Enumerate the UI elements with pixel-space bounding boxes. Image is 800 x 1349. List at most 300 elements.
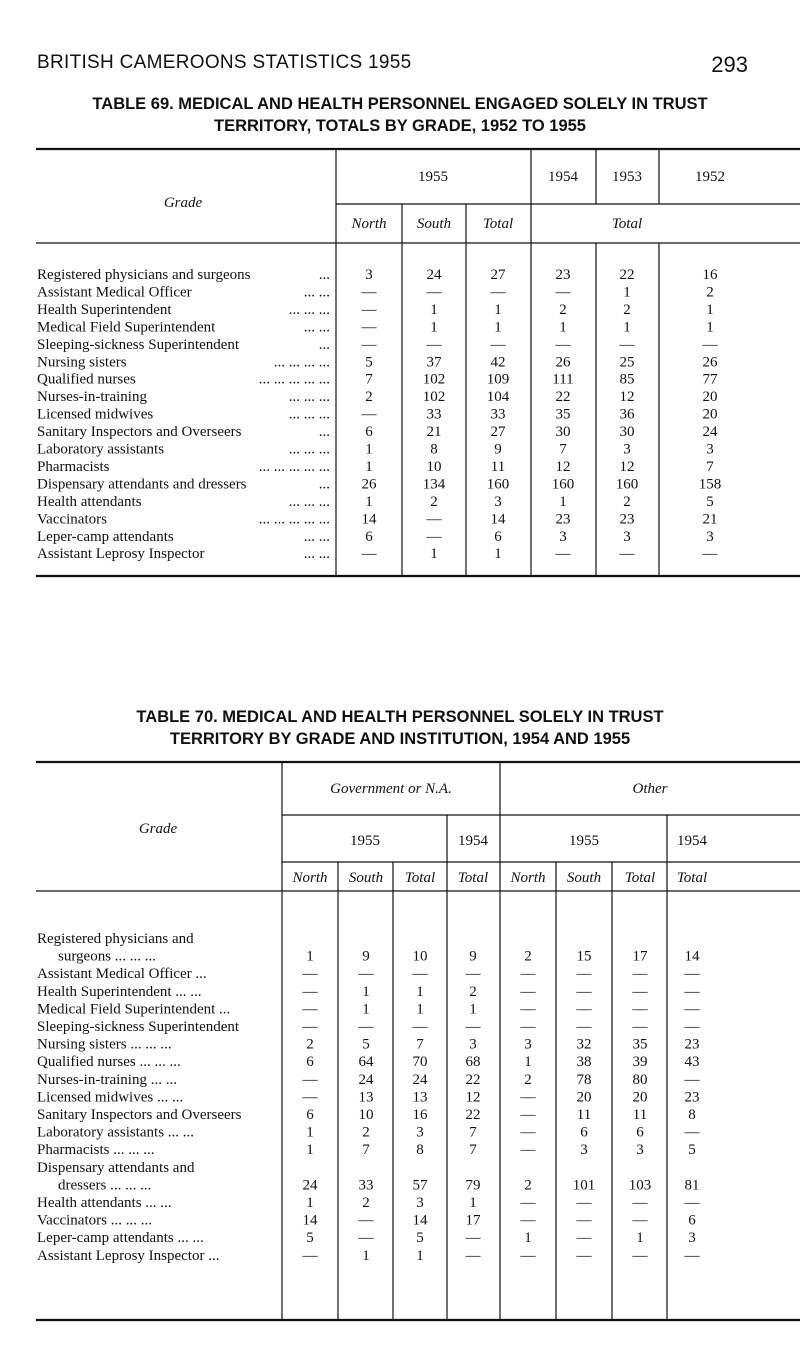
table69-cell: 1 (494, 319, 502, 336)
table69-cell: 10 (426, 458, 442, 475)
table69-cell: — (426, 511, 442, 528)
table69-row-grade: Assistant Leprosy Inspector (37, 546, 205, 563)
table70-cell: 1 (416, 1247, 424, 1264)
table70-cell: 22 (465, 1071, 481, 1088)
table69-cell: 102 (422, 389, 446, 406)
table70-cell: 7 (469, 1124, 477, 1141)
table69-cell: 20 (702, 406, 718, 423)
table70-row (37, 1019, 701, 1035)
table70-cell: — (358, 1212, 374, 1229)
table69-cell: 1 (430, 546, 438, 563)
table69-row-dots: ... ... ... (288, 406, 330, 423)
table70-cell: 6 (306, 1054, 314, 1071)
table70-cell: 5 (306, 1230, 314, 1247)
table69-cell: — (490, 336, 506, 353)
table69-cell: 22 (555, 389, 571, 406)
table70-cell: 3 (580, 1142, 588, 1159)
table70-cell: 3 (469, 1036, 477, 1053)
table69-cell: 3 (494, 493, 502, 510)
table70-row-grade: Nursing sisters ... ... ... (37, 1036, 172, 1053)
table70-cell: — (576, 1230, 592, 1247)
table69-row-dots: ... ... ... ... ... (258, 458, 330, 475)
table70-cell: — (684, 1001, 700, 1018)
table69-cell: — (361, 301, 377, 318)
table69-cell: 9 (494, 441, 502, 458)
table70-cell: — (684, 1071, 700, 1088)
table69-cell: 1 (559, 493, 567, 510)
table70-cell: 1 (416, 983, 424, 1000)
table70-cell: — (465, 1230, 481, 1247)
table69-cell: 14 (361, 511, 377, 528)
table70-row-grade: Assistant Medical Officer ... (37, 966, 207, 983)
table70-cell: 3 (524, 1036, 532, 1053)
table69-cell: — (619, 336, 635, 353)
table70-title-line2: TERRITORY BY GRADE AND INSTITUTION, 1954 AND 1955 (169, 730, 631, 748)
table69-row-dots: ... ... (303, 546, 330, 563)
table69-cell: 85 (619, 371, 635, 388)
table70-row (37, 1125, 701, 1141)
table69-south-header: South (416, 216, 452, 232)
table69-row-grade: Assistant Medical Officer (37, 284, 192, 301)
table69-cell: 14 (490, 511, 506, 528)
table70-cell: 80 (632, 1071, 648, 1088)
table70-cell: 57 (412, 1177, 428, 1194)
table70-cell: 14 (302, 1212, 318, 1229)
table69-cell: 8 (430, 441, 438, 458)
table69-cell: 23 (619, 511, 635, 528)
table69-cell: 26 (555, 354, 571, 371)
table70-cell: — (632, 1195, 648, 1211)
table70-cell: 3 (416, 1124, 424, 1141)
table70-north-header: North (292, 870, 328, 886)
table70-row-grade: Vaccinators ... ... ... (37, 1212, 152, 1229)
table69-row-dots: ... (318, 336, 330, 353)
table70-cell: 5 (416, 1230, 424, 1247)
table70-cell: 1 (306, 948, 314, 965)
table70-row (37, 1160, 700, 1194)
table70-cell: — (684, 1124, 700, 1141)
table70-cell: 20 (632, 1089, 648, 1106)
table70-title-line1: TABLE 70. MEDICAL AND HEALTH PERSONNEL SOLELY IN TRUST (136, 708, 664, 726)
table69-row-grade: Nursing sisters (37, 354, 127, 371)
table70-cell: 2 (362, 1195, 370, 1211)
table70-cell: — (520, 1089, 536, 1106)
table69-total-span-header: Total (611, 216, 643, 232)
table70-cell: 20 (576, 1089, 592, 1106)
table69-cell: 160 (486, 476, 510, 493)
table69-cell: 3 (623, 441, 631, 458)
table69-cell: — (426, 528, 442, 545)
table70-cell: — (632, 983, 648, 1000)
table69-row-dots: ... ... ... (288, 441, 330, 458)
table70-cell: — (520, 1142, 536, 1159)
table69-row-grade: Laboratory assistants (37, 441, 165, 458)
table69-cell: 160 (551, 476, 575, 493)
table70-cell: 1 (306, 1195, 314, 1211)
table69-cell: 1 (494, 301, 502, 318)
table70-cell: 2 (524, 1177, 532, 1194)
table69-cell: 2 (623, 493, 631, 510)
table69-cell: 20 (702, 389, 718, 406)
table70-cell: — (302, 1089, 318, 1106)
table70-cell: 38 (576, 1054, 592, 1071)
table69-cell: — (619, 546, 635, 563)
table69-title-line1: TABLE 69. MEDICAL AND HEALTH PERSONNEL ENGAGED SOLELY IN TRUST (92, 95, 708, 113)
table69-cell: 25 (619, 354, 635, 371)
table70-cell: 23 (684, 1036, 700, 1053)
table69-cell: 24 (702, 424, 718, 440)
table69-row-dots: ... ... ... (288, 389, 330, 406)
table69-cell: 1 (623, 284, 631, 301)
table70-cell: 11 (632, 1107, 648, 1123)
table69-cell: — (361, 319, 377, 336)
table70-cell: — (632, 1019, 648, 1035)
table70-cell: 32 (576, 1036, 592, 1053)
table69-cell: 33 (426, 406, 442, 423)
table70-cell: 7 (469, 1142, 477, 1159)
table69-cell: 27 (490, 424, 506, 440)
table70-cell: 6 (636, 1124, 644, 1141)
table69-row-dots: ... ... (303, 528, 330, 545)
table70-cell: 3 (688, 1230, 696, 1247)
table69-row-grade: Vaccinators (37, 511, 107, 528)
table70-row-grade: Registered physicians and (37, 931, 194, 947)
table70-cell: 3 (416, 1195, 424, 1211)
table69-north-header: North (351, 216, 387, 232)
table69-cell: 21 (426, 424, 442, 440)
table70-cell: 24 (358, 1071, 374, 1088)
table70-cell: — (520, 1107, 536, 1123)
table69-cell: 102 (422, 371, 446, 388)
table70-cell: — (465, 966, 481, 983)
table69-cell: — (555, 336, 571, 353)
table69-row-grade: Sanitary Inspectors and Overseers (37, 424, 242, 440)
table70-cell: — (302, 966, 318, 983)
table70-row-grade: Leper-camp attendants ... ... (37, 1230, 204, 1247)
table69-cell: 3 (559, 528, 567, 545)
table69-cell: 30 (619, 424, 635, 440)
table70-row-grade: dressers ... ... ... (58, 1177, 152, 1194)
table70-cell: 13 (358, 1089, 374, 1106)
table70-row-grade: Nurses-in-training ... ... (37, 1071, 177, 1088)
table70-cell: — (520, 983, 536, 1000)
table70-cell: — (358, 1230, 374, 1247)
table69-cell: 158 (698, 476, 722, 493)
table70-cell: 17 (632, 948, 648, 965)
table69-year-1954: 1954 (548, 169, 578, 185)
table70-cell: — (302, 1019, 318, 1035)
table69-row-grade: Registered physicians and surgeons (37, 267, 251, 283)
table69-cell: 35 (555, 406, 571, 423)
table69-row-grade: Licensed midwives (37, 406, 154, 423)
table69-cell: 6 (494, 528, 502, 545)
table69-cell: 1 (706, 319, 714, 336)
table69-cell: 23 (555, 267, 571, 283)
table70-cell: — (632, 1001, 648, 1018)
table70-row (37, 931, 700, 965)
table70-other-year-1955: 1955 (569, 833, 599, 849)
table69-cell: 1 (430, 319, 438, 336)
table69-cell: 109 (486, 371, 510, 388)
table69-year-1955: 1955 (418, 169, 448, 185)
table69-cell: 1 (494, 546, 502, 563)
table69-cell: — (426, 284, 442, 301)
table70-cell: 35 (632, 1036, 648, 1053)
table69-cell: — (555, 546, 571, 563)
table70-cell: — (465, 1247, 481, 1264)
table69-cell: 36 (619, 406, 635, 423)
table70-cell: — (576, 1019, 592, 1035)
table69-cell: 2 (706, 284, 714, 301)
table69-cell: 77 (702, 371, 718, 388)
table70-row-grade: Laboratory assistants ... ... (37, 1124, 195, 1141)
table70-cell: — (684, 983, 700, 1000)
table70-gov-header: Government or N.A. (330, 781, 452, 797)
table70-grade-header: Grade (138, 821, 178, 837)
table69-cell: 1 (623, 319, 631, 336)
table69-cell: 3 (706, 528, 714, 545)
table70-cell: 43 (684, 1054, 700, 1071)
table70-cell: 81 (684, 1177, 700, 1194)
table70-cell: — (520, 1001, 536, 1018)
table69-cell: 5 (706, 493, 714, 510)
table70-cell: 1 (416, 1001, 424, 1018)
table69-cell: 12 (555, 458, 571, 475)
table70-cell: 68 (465, 1054, 481, 1071)
table70-cell: — (412, 1019, 428, 1035)
table70-row-grade: surgeons ... ... ... (58, 948, 157, 965)
table69-cell: 5 (365, 354, 373, 371)
table69-cell: 26 (702, 354, 718, 371)
table70-cell: — (520, 966, 536, 983)
table70-row-grade: Dispensary attendants and (37, 1159, 195, 1176)
table70-cell: 11 (576, 1107, 592, 1123)
table69-cell: 3 (365, 267, 373, 283)
table69-cell: 30 (555, 424, 571, 440)
table69-cell: 11 (490, 458, 506, 475)
table70-south-header: South (348, 870, 384, 886)
table70-cell: 1 (524, 1230, 532, 1247)
table70-cell: — (520, 1195, 536, 1211)
table69-row-dots: ... ... (303, 284, 330, 301)
table70-cell: — (520, 1212, 536, 1229)
table70-row (37, 1142, 696, 1158)
table70-row (37, 1054, 700, 1070)
table69-row-dots: ... ... ... (288, 493, 330, 510)
table69-cell: — (361, 284, 377, 301)
table70-cell: — (576, 983, 592, 1000)
table70-cell: 1 (469, 1001, 477, 1018)
table70-row-grade: Sleeping-sickness Superintendent (37, 1019, 240, 1035)
table69-cell: 2 (623, 301, 631, 318)
table70-cell: 2 (362, 1124, 370, 1141)
table70-cell: 2 (524, 1071, 532, 1088)
table69-cell: 3 (706, 441, 714, 458)
table70-cell: — (520, 1019, 536, 1035)
table69-cell: 24 (426, 267, 442, 283)
table70-cell: — (302, 983, 318, 1000)
table70-cell: — (576, 1212, 592, 1229)
table69-cell: 26 (361, 476, 377, 493)
table70-row (37, 1248, 701, 1264)
table70-row-grade: Qualified nurses ... ... ... (37, 1054, 181, 1071)
table70-cell: 7 (416, 1036, 424, 1053)
page-number: 293 (711, 52, 748, 77)
table69-row-grade: Dispensary attendants and dressers (37, 476, 247, 493)
table69-row-dots: ... (318, 424, 330, 440)
table70-row (37, 1213, 696, 1229)
table70-gov-year-1955: 1955 (350, 833, 380, 849)
table70-row (37, 1230, 696, 1246)
table69-row-dots: ... ... ... ... ... (258, 371, 330, 388)
table70-cell: 5 (362, 1036, 370, 1053)
table70-cell: 1 (306, 1142, 314, 1159)
table69-cell: 134 (422, 476, 446, 493)
table69-row-grade: Leper-camp attendants (37, 528, 174, 545)
table70-total-header: Total (624, 870, 656, 886)
table69-cell: 111 (552, 371, 574, 388)
table69-cell: — (490, 284, 506, 301)
table70-row (37, 1089, 700, 1105)
table69-cell: 2 (559, 301, 567, 318)
table70-north-header: North (510, 870, 546, 886)
table70-cell: 12 (465, 1089, 481, 1106)
table70-cell: 1 (306, 1124, 314, 1141)
table69-row-grade: Qualified nurses (37, 371, 136, 388)
table69-cell: 3 (623, 528, 631, 545)
table70-cell: — (358, 966, 374, 983)
table70-cell: 9 (469, 948, 477, 965)
table69-cell: 7 (559, 441, 567, 458)
table69-cell: 7 (706, 458, 714, 475)
table70-cell: 22 (465, 1107, 481, 1123)
table70-cell: 24 (412, 1071, 428, 1088)
table69-cell: 1 (559, 319, 567, 336)
table70-cell: — (576, 1195, 592, 1211)
table69-cell: 1 (706, 301, 714, 318)
table70-cell: 6 (688, 1212, 696, 1229)
table70-row (37, 1195, 701, 1211)
table69-cell: 1 (430, 301, 438, 318)
table70-cell: — (302, 1071, 318, 1088)
table69-cell: — (555, 284, 571, 301)
table70-cell: 14 (412, 1212, 428, 1229)
table70-row (37, 1107, 696, 1123)
table70-cell: — (576, 1247, 592, 1264)
table69-cell: — (361, 546, 377, 563)
table70-cell: 6 (306, 1107, 314, 1123)
table70-row-grade: Licensed midwives ... ... (37, 1089, 184, 1106)
table69-cell: — (702, 336, 718, 353)
running-header: BRITISH CAMEROONS STATISTICS 1955 (37, 52, 412, 73)
table69-cell: 7 (365, 371, 373, 388)
table69-cell: — (702, 546, 718, 563)
table69-row-dots: ... (318, 267, 330, 283)
table70-cell: 10 (412, 948, 428, 965)
table69-row-grade: Pharmacists (37, 458, 110, 475)
table69-year-1953: 1953 (612, 169, 642, 185)
table70-cell: — (632, 1212, 648, 1229)
table70-other-header: Other (632, 781, 668, 797)
table70-cell: 8 (688, 1107, 696, 1123)
table70-cell: 8 (416, 1142, 424, 1159)
table69-cell: — (361, 336, 377, 353)
table70-cell: 33 (358, 1177, 374, 1194)
table70-cell: 1 (362, 983, 370, 1000)
table70-cell: — (358, 1019, 374, 1035)
table70-cell: 79 (465, 1177, 481, 1194)
table70-cell: 70 (412, 1054, 428, 1071)
table70-cell: — (576, 1001, 592, 1018)
table70-row-grade: Health Superintendent ... ... (37, 983, 202, 1000)
table69-cell: 12 (619, 458, 635, 475)
table70-cell: 101 (572, 1177, 596, 1194)
table69-year-1952: 1952 (695, 169, 725, 185)
table69-title-line2: TERRITORY, TOTALS BY GRADE, 1952 TO 1955 (214, 117, 586, 135)
table69-cell: 1 (365, 493, 373, 510)
table70-other-year-1954: 1954 (677, 833, 707, 849)
table69-cell: 22 (619, 267, 635, 283)
table70-row (37, 984, 701, 1000)
table69-row-dots: ... ... ... ... ... (258, 511, 330, 528)
table69-cell: 6 (365, 424, 373, 440)
table70-cell: 2 (306, 1036, 314, 1053)
table69-row-grade: Sleeping-sickness Superintendent (37, 336, 240, 353)
table70-cell: 9 (362, 948, 370, 965)
table70-cell: 39 (632, 1054, 648, 1071)
table70-cell: — (684, 966, 700, 983)
table70-cell: 5 (688, 1142, 696, 1159)
table70-row-grade: Health attendants ... ... (37, 1195, 172, 1211)
table70-cell: 78 (576, 1071, 592, 1088)
table69-row-dots: ... ... ... ... (273, 354, 330, 371)
table70-total-header: Total (676, 870, 708, 886)
table70-cell: — (465, 1019, 481, 1035)
table69-cell: 6 (365, 528, 373, 545)
table69-row-dots: ... ... (303, 319, 330, 336)
table70-cell: — (520, 1247, 536, 1264)
table70-cell: — (412, 966, 428, 983)
table69-cell: 42 (490, 354, 506, 371)
table69-total-header: Total (482, 216, 514, 232)
table69-cell: — (426, 336, 442, 353)
table70-cell: — (632, 966, 648, 983)
table70-cell: 1 (524, 1054, 532, 1071)
table70-cell: 64 (358, 1054, 374, 1071)
table70-cell: — (632, 1247, 648, 1264)
table69-cell: 37 (426, 354, 442, 371)
table70-cell: 23 (684, 1089, 700, 1106)
table70-cell: 103 (628, 1177, 652, 1194)
table70-cell: — (684, 1195, 700, 1211)
table70-cell: 6 (580, 1124, 588, 1141)
table69-cell: 2 (365, 389, 373, 406)
table70-cell: 3 (636, 1142, 644, 1159)
table70-cell: 10 (358, 1107, 374, 1123)
table69-cell: 33 (490, 406, 506, 423)
table70-row-grade: Medical Field Superintendent ... (37, 1001, 231, 1018)
table70-cell: 1 (469, 1195, 477, 1211)
table69-cell: 27 (490, 267, 506, 283)
table69-cell: 1 (365, 458, 373, 475)
table70-total-header: Total (404, 870, 436, 886)
table70-cell: 15 (576, 948, 592, 965)
table70-row (37, 966, 701, 982)
table70-cell: — (302, 1247, 318, 1264)
table69-row-grade: Health attendants (37, 493, 142, 510)
table69-cell: 160 (615, 476, 639, 493)
table70-cell: 1 (636, 1230, 644, 1247)
